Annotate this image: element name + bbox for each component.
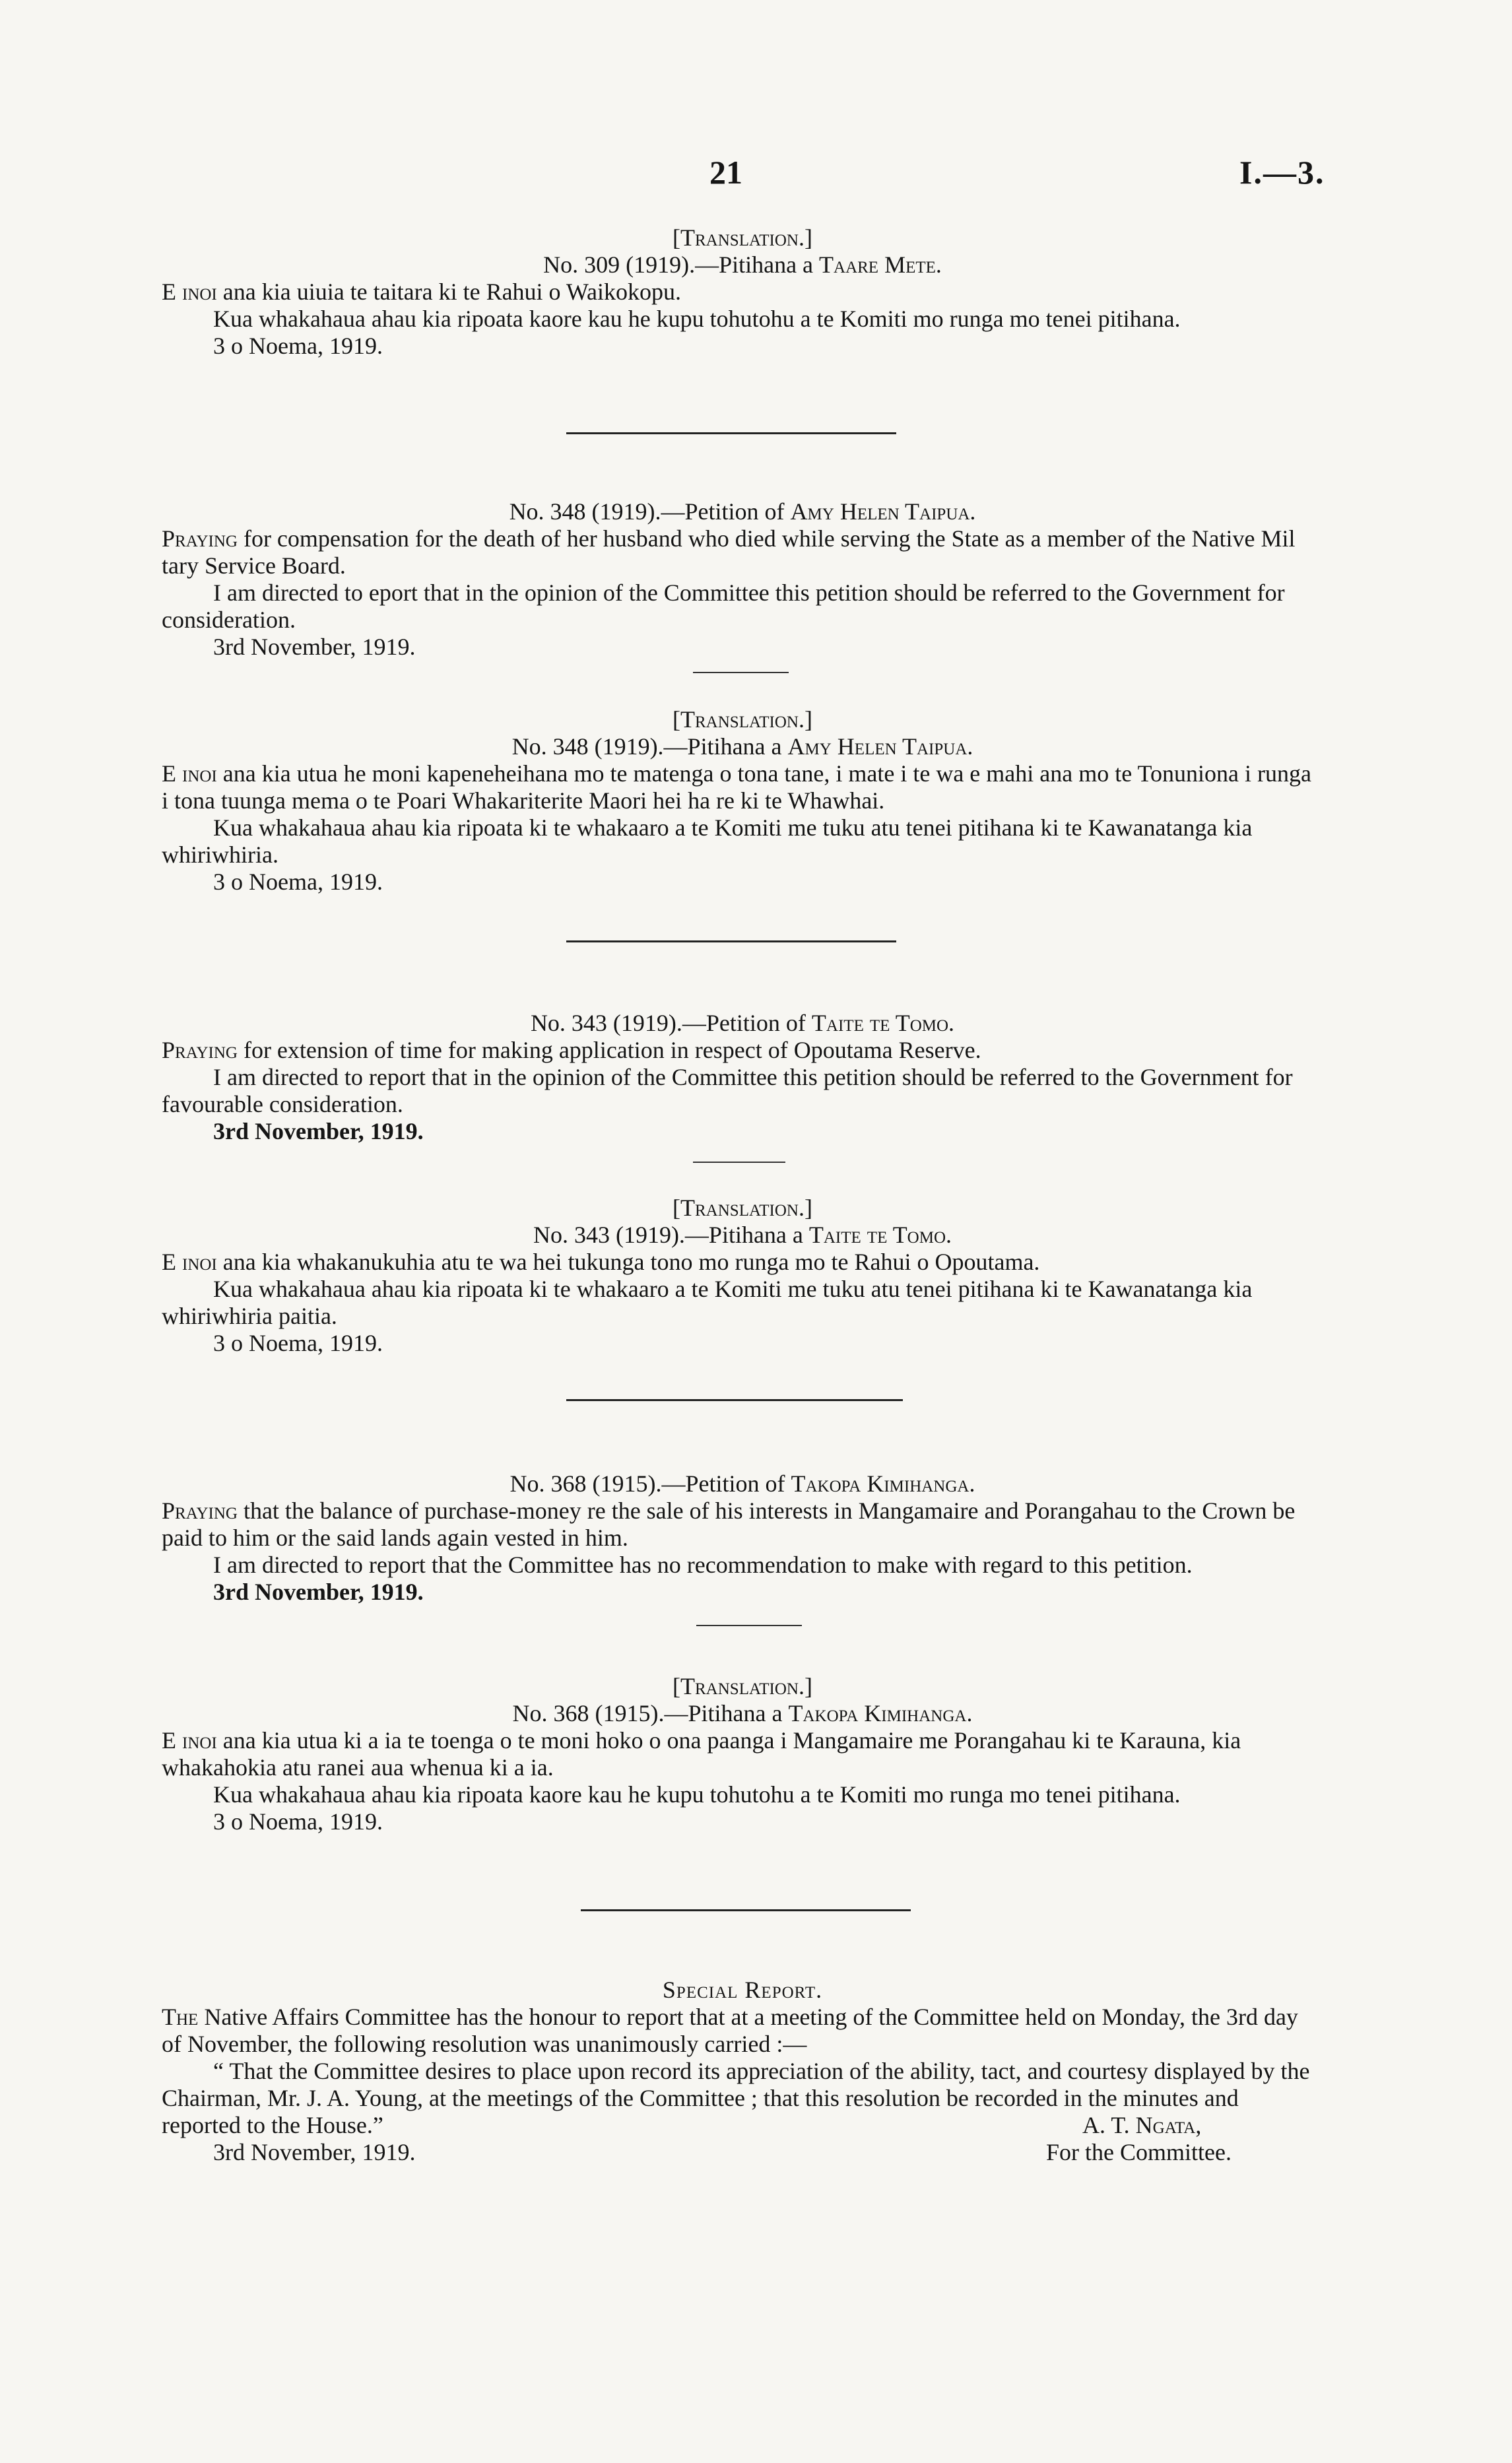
short-divider bbox=[693, 672, 789, 673]
petition-report: I am directed to report that in the opinion of the Committee this petition should be referred to the Government for favourable consideration. bbox=[162, 1064, 1293, 1117]
petition-title: No. 343 (1919).—Petition of Taite te Tomo. bbox=[530, 1010, 955, 1036]
translation-label: [Translation.] bbox=[673, 1195, 812, 1221]
section-divider bbox=[566, 940, 896, 942]
petition-report: Kua whakahaua ahau kia ripoata kaore kau he kupu tohutohu a te Komiti mo runga mo tenei pitihana. bbox=[213, 306, 1181, 332]
petition-date: 3 o Noema, 1919. bbox=[213, 1808, 383, 1835]
petition-date: 3 o Noema, 1919. bbox=[213, 869, 383, 895]
short-divider bbox=[693, 1162, 785, 1163]
petition-title: No. 368 (1915).—Pitihana a Takopa Kimihanga. bbox=[512, 1700, 973, 1726]
petition-date: 3rd November, 1919. bbox=[213, 634, 416, 660]
special-report-date: 3rd November, 1919. bbox=[213, 2139, 416, 2165]
petition-title: No. 343 (1919).—Pitihana a Taite te Tomo. bbox=[533, 1222, 952, 1248]
petition-date: 3 o Noema, 1919. bbox=[213, 333, 383, 359]
petition-report: Kua whakahaua ahau kia ripoata kaore kau he kupu tohutohu a te Komiti mo runga mo tenei pitihana. bbox=[213, 1781, 1181, 1808]
petition-report: I am directed to eport that in the opinion of the Committee this petition should be referred to the Government for consideration. bbox=[162, 579, 1285, 633]
short-divider bbox=[696, 1625, 802, 1626]
petition-prayer: Praying for extension of time for making application in respect of Opoutama Reserve. bbox=[162, 1037, 981, 1063]
signatory-role: For the Committee. bbox=[1046, 2139, 1232, 2165]
section-divider bbox=[566, 1399, 903, 1401]
petition-report: Kua whakahaua ahau kia ripoata ki te whakaaro a te Komiti me tuku atu tenei pitihana ki te Kawanatanga kia whiriwhiria paitia. bbox=[162, 1276, 1253, 1329]
petition-348 bbox=[162, 498, 1323, 661]
petition-date: 3 o Noema, 1919. bbox=[213, 1330, 383, 1356]
petition-309-translation bbox=[162, 224, 1323, 360]
petition-343-translation bbox=[162, 1195, 1323, 1357]
special-report-body: The Native Affairs Committee has the honour to report that at a meeting of the Committee held on Monday, the 3rd day of November, the following resolution was unanimously carried :— bbox=[162, 2004, 1298, 2057]
petition-prayer: E inoi ana kia utua ki a ia te toenga o te moni hoko o ona paanga i Mangamaire me Porangahau ki te Karauna, kia whakahokia atu ranei aua whenua ki a ia. bbox=[162, 1727, 1241, 1781]
petition-343 bbox=[162, 1010, 1323, 1145]
translation-label: [Translation.] bbox=[673, 706, 812, 733]
translation-label: [Translation.] bbox=[673, 1673, 812, 1699]
section-divider bbox=[566, 432, 896, 434]
petition-prayer: E inoi ana kia utua he moni kapeneheihana mo te matenga o tona tane, i mate i te wa e mahi ana mo te Tonuniona i runga i tona tuunga mema o te Poari Whakariterite Maori hei ha re ki te Whawhai. bbox=[162, 760, 1311, 814]
petition-date: 3rd November, 1919. bbox=[213, 1118, 424, 1144]
signatory-name: A. T. Ngata, bbox=[1082, 2112, 1202, 2138]
petition-prayer: E inoi ana kia whakanukuhia atu te wa hei tukunga tono mo runga mo te Rahui o Opoutama. bbox=[162, 1249, 1040, 1275]
petition-title: No. 348 (1919).—Pitihana a Amy Helen Taipua. bbox=[511, 733, 973, 760]
petition-348-translation bbox=[162, 706, 1323, 896]
document-code: I.—3. bbox=[1239, 154, 1325, 191]
special-report-heading: Special Report. bbox=[662, 1977, 823, 2003]
page-number: 21 bbox=[709, 154, 742, 191]
translation-label: [Translation.] bbox=[673, 224, 812, 251]
special-report-quote: “ That the Committee desires to place upon record its appreciation of the ability, tact, and courtesy displayed by the Chairman, Mr. J. A. Young, at the meetings of the Committee ; that this resolution be recorded in the minutes and reported to the House.” bbox=[162, 2058, 1310, 2138]
petition-title: No. 368 (1915).—Petition of Takopa Kimihanga. bbox=[509, 1470, 975, 1497]
petition-date: 3rd November, 1919. bbox=[213, 1579, 424, 1605]
section-divider bbox=[581, 1909, 911, 1911]
petition-title: No. 309 (1919).—Pitihana a Taare Mete. bbox=[543, 251, 942, 278]
petition-report: Kua whakahaua ahau kia ripoata ki te whakaaro a te Komiti me tuku atu tenei pitihana ki te Kawanatanga kia whiriwhiria. bbox=[162, 814, 1253, 868]
petition-368-translation bbox=[162, 1673, 1323, 1835]
petition-prayer: E inoi ana kia uiuia te taitara ki te Rahui o Waikokopu. bbox=[162, 279, 681, 305]
petition-368 bbox=[162, 1470, 1323, 1606]
petition-title: No. 348 (1919).—Petition of Amy Helen Taipua. bbox=[509, 498, 976, 525]
petition-report: I am directed to report that the Committee has no recommendation to make with regard to this petition. bbox=[213, 1552, 1193, 1578]
petition-prayer: Praying that the balance of purchase-money re the sale of his interests in Mangamaire and Porangahau to the Crown be paid to him or the said lands again vested in him. bbox=[162, 1497, 1296, 1551]
petition-prayer: Praying for compensation for the death of her husband who died while serving the State as a member of the Native Mil tary Service Board. bbox=[162, 525, 1296, 579]
